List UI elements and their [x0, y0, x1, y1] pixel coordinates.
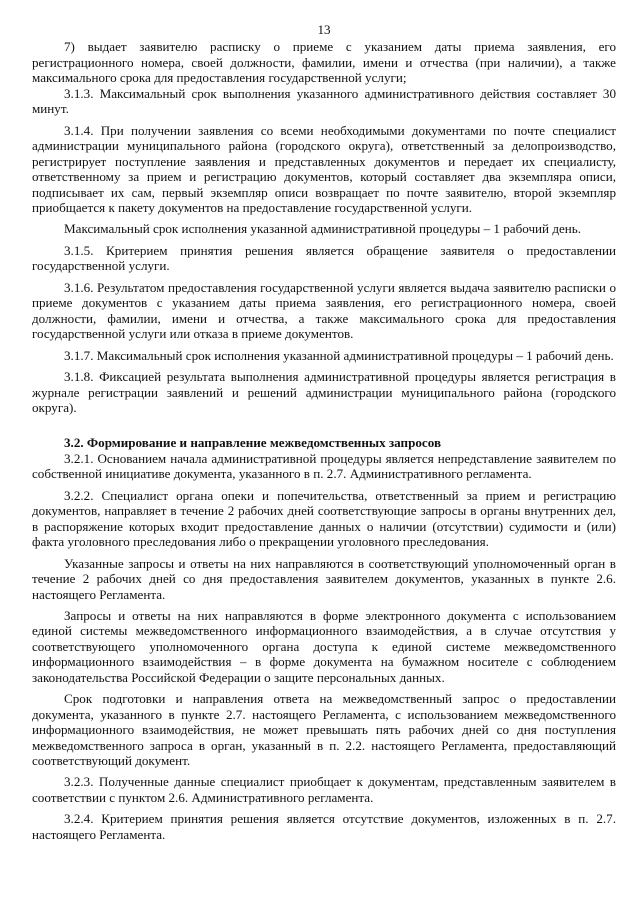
paragraph-3-1-4: 3.1.4. При получении заявления со всеми необходимыми документами по почте специалист администрации муниципального района (городского округа), ответственный за делопроизводство, регистрирует поступление заявления и представленных документов и передает их специалисту, ответственному за прием и регистрацию документов, который составляет два экземпляра описи, подписывает их сам, первый экземпляр описи возвращает по почте заявителю, второй экземпляр приобщается к пакету документов на предоставление государственной услуги. — [32, 122, 616, 215]
paragraph-requests: Указанные запросы и ответы на них направляются в соответствующий уполномоченный орган в течение 2 рабочих дней со дня предоставления заявителем документов, указанных в пункте 2.6. настоящего Регламента. — [32, 555, 616, 602]
paragraph-3-1-8: 3.1.8. Фиксацией результата выполнения административной процедуры является регистрация в журнале регистрации заявлений и решений администрации муниципального района (городского округа). — [32, 369, 616, 415]
paragraph-item-7: 7) выдает заявителю расписку о приеме с указанием даты приема заявления, его регистрационного номера, своей должности, фамилии, имени и отчества (при наличии), а также максимального срока для предоставления государственной услуги; — [32, 39, 616, 86]
paragraph-response-term: Срок подготовки и направления ответа на межведомственный запрос о предоставлении документа, указанного в пункте 2.7. настоящего Регламента, с использованием межведомственного информационного взаимодействия, не может превышать пять рабочих дней со дня поступления межведомственного запроса в орган, указанный в п. 2.2. настоящего Регламента, предоставляющий соответствующий документ. — [32, 691, 616, 769]
paragraph-3-2-4: 3.2.4. Критерием принятия решения является отсутствие документов, изложенных в п. 2.7. настоящего Регламента. — [32, 811, 616, 842]
paragraph-electronic-form: Запросы и ответы на них направляются в форме электронного документа с использованием единой системы межведомственного информационного взаимодействия, а в случае отсутствия у соответствующего уполномоченного органа доступа к единой системе межведомственного информационного взаимодействия – в форме документа на бумажном носителе с соблюдением законодательства Российской Федерации о защите персональных данных. — [32, 607, 616, 685]
paragraph-3-1-3: 3.1.3. Максимальный срок выполнения указанного административного действия составляет 30 минут. — [32, 85, 616, 117]
paragraph-3-2-3: 3.2.3. Полученные данные специалист приобщает к документам, представленным заявителем в соответствии с пунктом 2.6. Административного регламента. — [32, 774, 616, 805]
paragraph-3-1-7: 3.1.7. Максимальный срок исполнения указанной административной процедуры – 1 рабочий день. — [64, 347, 614, 363]
paragraph-3-1-5: 3.1.5. Критерием принятия решения является обращение заявителя о предоставлении государственной услуги. — [32, 242, 616, 274]
document-page — [32, 22, 616, 842]
paragraph-3-1-6: 3.1.6. Результатом предоставления государственной услуги является выдача заявителю расписки о приеме документов с указанием даты приема заявления, его регистрационного номера, своей должности, фамилии, имени и отчества, а также максимального срока для предоставления государственной услуги или отказа в приеме документов. — [32, 279, 616, 342]
paragraph-3-2-1: 3.2.1. Основанием начала административной процедуры является непредставление заявителем по собственной инициативе документа, указанного в п. 2.7. Административного регламента. — [32, 450, 616, 482]
paragraph-3-2-2: 3.2.2. Специалист органа опеки и попечительства, ответственный за прием и регистрацию документов, направляет в течение 2 рабочих дней соответствующие запросы в органы внутренних дел, в распоряжение которых входит предоставление данных о наличии (отсутствии) судимости и (или) факта уголовного преследования либо о прекращении уголовного преследования. — [32, 487, 616, 550]
paragraph-max-term: Максимальный срок исполнения указанной административной процедуры – 1 рабочий день. — [64, 221, 582, 237]
section-heading: 3.2. Формирование и направление межведомственных запросов — [64, 435, 442, 451]
page-number: 13 — [317, 22, 331, 37]
